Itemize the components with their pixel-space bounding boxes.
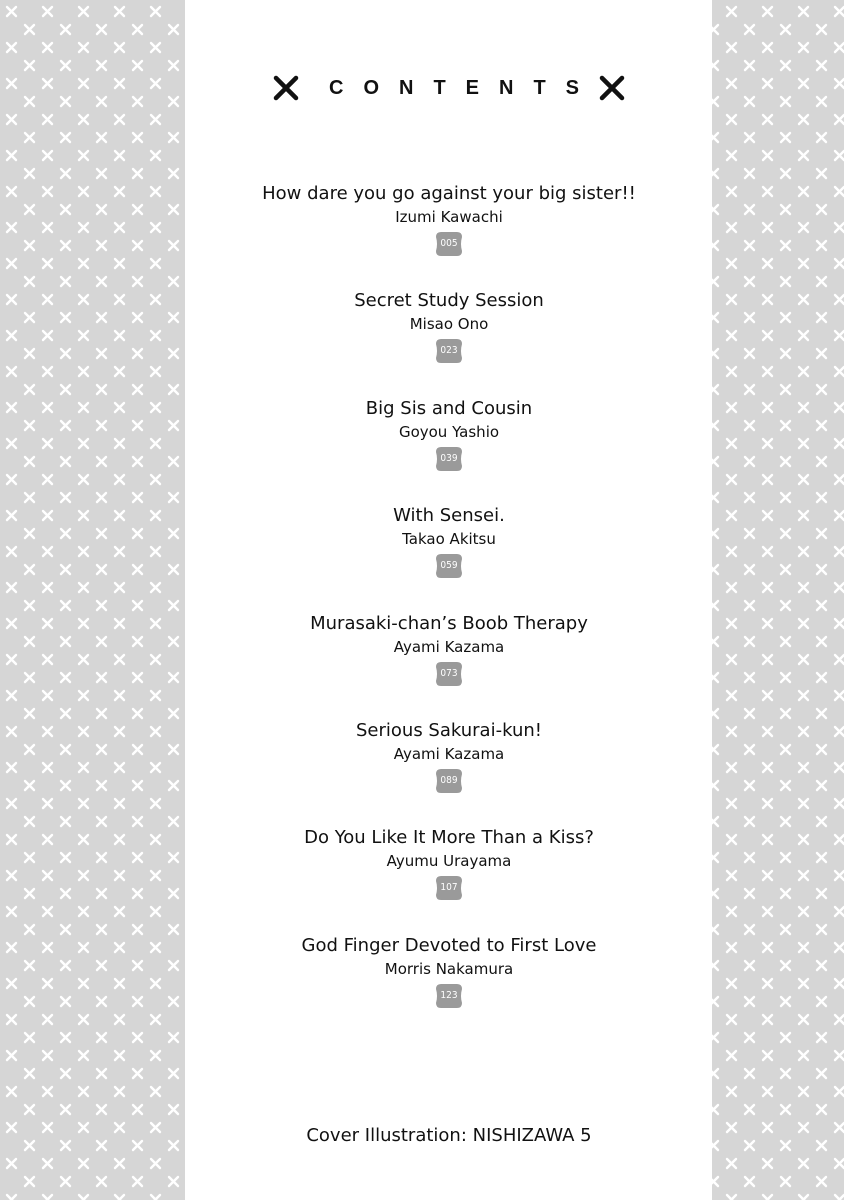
toc-entry[interactable] — [186, 503, 712, 610]
story-title: God Finger Devoted to First Love — [301, 934, 597, 956]
story-title: With Sensei. — [393, 505, 505, 527]
page-number: 107 — [440, 882, 458, 894]
story-title: Serious Sakurai-kun! — [356, 719, 542, 741]
toc-entry[interactable] — [186, 825, 712, 932]
toc-entry[interactable] — [186, 396, 712, 503]
story-author: Ayami Kazama — [393, 637, 505, 656]
page-number-badge — [435, 338, 463, 364]
page-number: 073 — [440, 667, 458, 679]
page-number: 039 — [440, 452, 458, 464]
page-number: 059 — [440, 560, 458, 572]
cross-icon — [599, 75, 625, 101]
story-title: Secret Study Session — [354, 290, 544, 312]
story-title: Murasaki-chan’s Boob Therapy — [310, 612, 588, 634]
contents-header — [186, 68, 712, 108]
page-number: 005 — [440, 238, 458, 249]
toc-entry[interactable] — [186, 288, 712, 395]
page-number-badge — [435, 661, 463, 687]
story-author: Takao Akitsu — [402, 530, 496, 549]
toc-entry[interactable] — [186, 933, 712, 1040]
page-number-badge — [435, 875, 463, 901]
left-pattern-band — [0, 0, 185, 1200]
toc-entry[interactable] — [186, 718, 712, 825]
page-title: CONTENTS — [329, 76, 599, 99]
table-of-contents — [186, 181, 712, 1040]
toc-entry[interactable] — [186, 611, 712, 718]
story-author: Goyou Yashio — [398, 422, 500, 441]
story-title: How dare you go against your big sister!! — [262, 183, 636, 204]
story-author: Misao Ono — [409, 315, 489, 334]
cross-icon — [273, 75, 299, 101]
right-pattern-band — [712, 0, 844, 1200]
toc-entry[interactable] — [186, 181, 712, 288]
page-number: 123 — [440, 989, 458, 1001]
page-number-badge — [435, 446, 463, 472]
page-number-badge — [435, 983, 463, 1009]
page-number-badge — [435, 768, 463, 794]
story-title: Big Sis and Cousin — [365, 397, 533, 419]
story-title: Do You Like It More Than a Kiss? — [304, 827, 594, 849]
story-author: Ayumu Urayama — [386, 852, 512, 871]
story-author: Ayami Kazama — [393, 744, 505, 763]
cover-illustration-credit: Cover Illustration: NISHIZAWA 5 — [306, 1125, 592, 1146]
page-number: 023 — [440, 345, 458, 357]
page-number-badge — [435, 553, 463, 579]
story-author: Morris Nakamura — [384, 959, 514, 978]
page-number: 089 — [440, 774, 458, 786]
page-number-badge — [435, 231, 463, 257]
story-author: Izumi Kawachi — [395, 208, 503, 226]
